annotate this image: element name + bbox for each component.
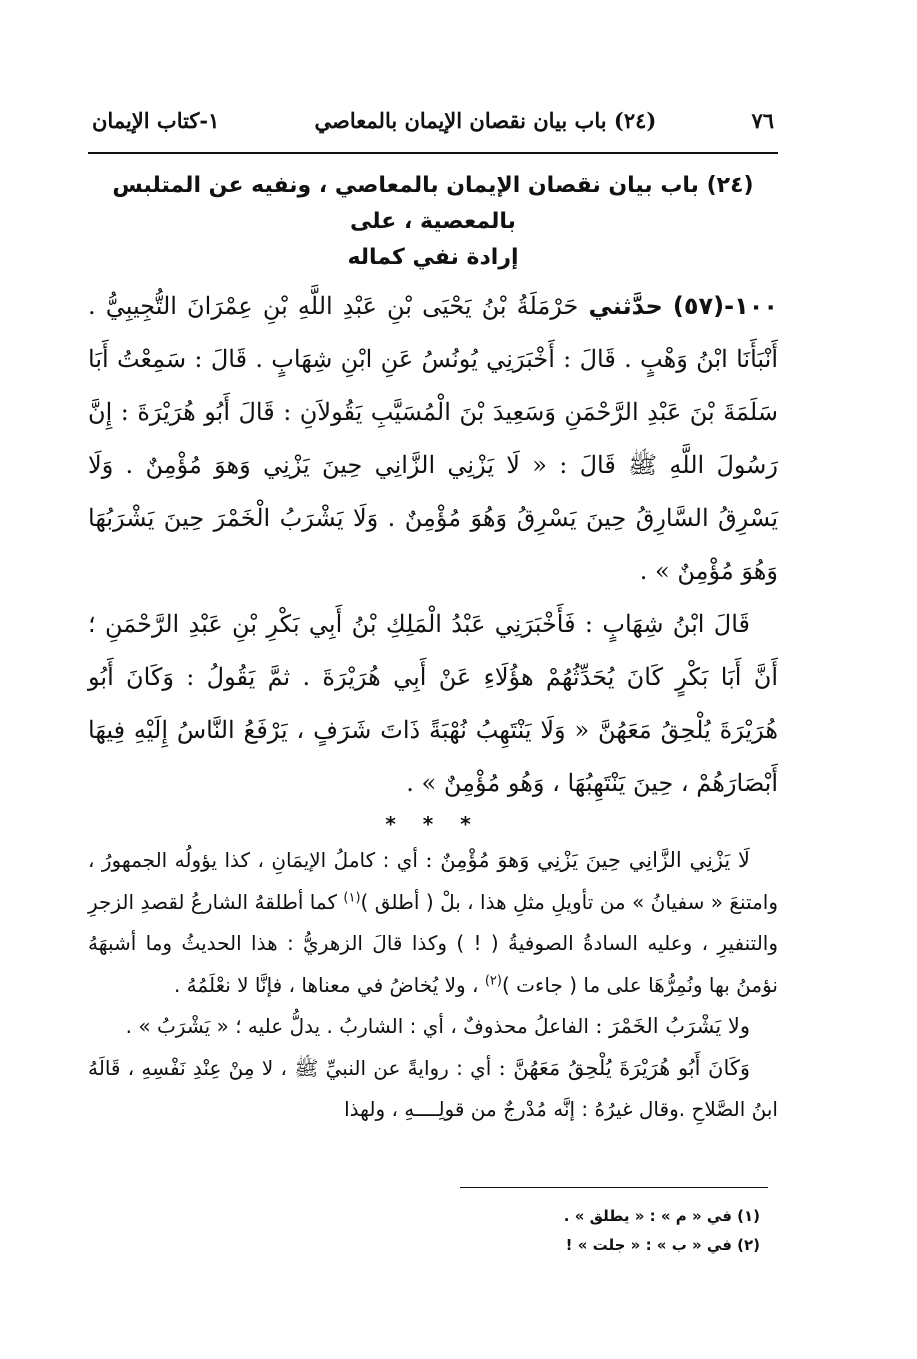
running-header [88, 108, 778, 152]
chapter-heading-line1: (٢٤) باب بيان نقصان الإيمان بالمعاصي ، ونفيه عن المتلبس بالمعصية ، على [112, 173, 754, 234]
section-separator: * * * [385, 812, 481, 836]
header-rule [88, 152, 778, 154]
footnote-ref-1[interactable]: (١) [343, 889, 361, 905]
hadith-lead: حدَّثني [588, 292, 663, 320]
commentary [88, 840, 778, 1131]
footnote-1: (١) في « م » : « يطلق » . [563, 1207, 760, 1225]
commentary-paragraph-3 [88, 1048, 778, 1131]
page-number: ٧٦ [751, 108, 774, 133]
footnote-ref-2[interactable]: (٢) [484, 972, 502, 988]
document-page [88, 108, 778, 1131]
hadith-number: ١٠٠-(٥٧) [672, 292, 779, 320]
commentary-paragraph-1 [88, 840, 778, 1006]
hadith-body [88, 280, 778, 810]
commentary-text-3: أي : روايةً عن النبيِّ ﷺ ، لا مِنْ عِنْدِ نَفْسِهِ ، قَالَهُ ابنُ الصَّلاحِ .وقال غيرُهُ : إنَّه مُدْرجٌ من قولِــــهِ ، ولهذا [88, 1055, 778, 1121]
commentary-text-2: الفاعلُ محذوفٌ ، أي : الشاربُ . يدلُّ عليه ؛ « يَشْرَبُ » . [125, 1014, 589, 1038]
commentary-paragraph-2 [88, 1006, 778, 1048]
chapter-heading [88, 168, 778, 276]
footnote-2: (٢) في « ب » : « جلت » ! [565, 1236, 760, 1254]
section-title: (٢٤) باب بيان نقصان الإيمان بالمعاصي [314, 108, 657, 133]
commentary-text-1c: ، ولا يُخاضُ في معناها ، فإنَّا لا نعْلَمُهُ . [173, 972, 479, 997]
commentary-term-1: لَا يَزْنِي الزَّانِي حِينَ يَزْنِي وَهوَ مُؤْمِنٌ : [425, 848, 750, 872]
footnote-rule [460, 1187, 768, 1188]
commentary-text-1b: كما أطلقهُ الشارعُ لقصدِ الزجرِ والتنفيرِ ، وعليه السادةُ الصوفيةُ ( ! ) وكذا قالَ الزهريُّ : هذا الحديثُ وما أشبهَهُ نؤمنُ بها ونُمِرُّهَا على ما ( جاءت ) [88, 889, 778, 997]
hadith-paragraph-1 [88, 280, 778, 598]
commentary-term-2: ولا يَشْرَبُ الخَمْرَ : [595, 1014, 750, 1038]
chapter-heading-line2: إرادة نفي كماله [347, 245, 519, 270]
commentary-text-1a: أي : كاملُ الإيمَانِ ، كذا يؤولُه الجمهورُ ، وامتنعَ « سفيانُ » من تأويلِ مثلِ هذا ، بلْ ( أطلق ) [88, 848, 778, 914]
hadith-paragraph-2: قَالَ ابْنُ شِهَابٍ : فَأَخْبَرَنِي عَبْدُ الْمَلِكِ بْنُ أَبِي بَكْرِ بْنِ عَبْدِ الرَّحْمَنِ ؛ أَنَّ أَبَا بَكْرٍ كَانَ يُحَدِّثُهُمْ هؤُلَاءِ عَنْ أَبِي هُرَيْرَةَ . ثمَّ يَقُولُ : وَكَانَ أَبُو هُرَيْرَةَ يُلْحِقُ مَعَهُنَّ « وَلَا يَنْتَهِبُ نُهْبَةً ذَاتَ شَرَفٍ ، يَرْفَعُ النَّاسُ إِلَيْهِ فِيهَا أَبْصَارَهُمْ ، حِينَ يَنْتَهِبُهَا ، وَهُو مُؤْمِنٌ » . [88, 610, 778, 797]
footnotes [460, 1202, 760, 1260]
book-title: ١-كتاب الإيمان [92, 108, 220, 133]
commentary-term-3: وَكَانَ أَبُو هُرَيْرَةَ يُلْحِقُ مَعَهُنَّ : [498, 1055, 751, 1080]
hadith-text-1: حَرْمَلَةُ بْنُ يَحْيَى بْنِ عَبْدِ اللَّهِ بْنِ عِمْرَانَ التُّجِيبِيُّ . أَنْبَأَنَا ابْنُ وَهْبٍ . قَالَ : أَخْبَرَنِي يُونُسُ عَنِ ابْنِ شِهَابٍ . قَالَ : سَمِعْتُ أَبَا سَلَمَةَ بْنَ عَبْدِ الرَّحْمَنِ وَسَعِيدَ بْنَ الْمُسَيَّبِ يَقُولاَنِ : قَالَ أَبُو هُرَيْرَةَ : إِنَّ رَسُولَ اللَّهِ ﷺ قَالَ : « لَا يَزْنِي الزَّانِي حِينَ يَزْنِي وَهوَ مُؤْمِنٌ . وَلَا يَسْرِقُ السَّارِقُ حِينَ يَسْرِقُ وَهُوَ مُؤْمِنٌ . وَلَا يَشْرَبُ الْخَمْرَ حِينَ يَشْرَبُهَا وَهُوَ مُؤْمِنٌ » . [88, 292, 778, 585]
